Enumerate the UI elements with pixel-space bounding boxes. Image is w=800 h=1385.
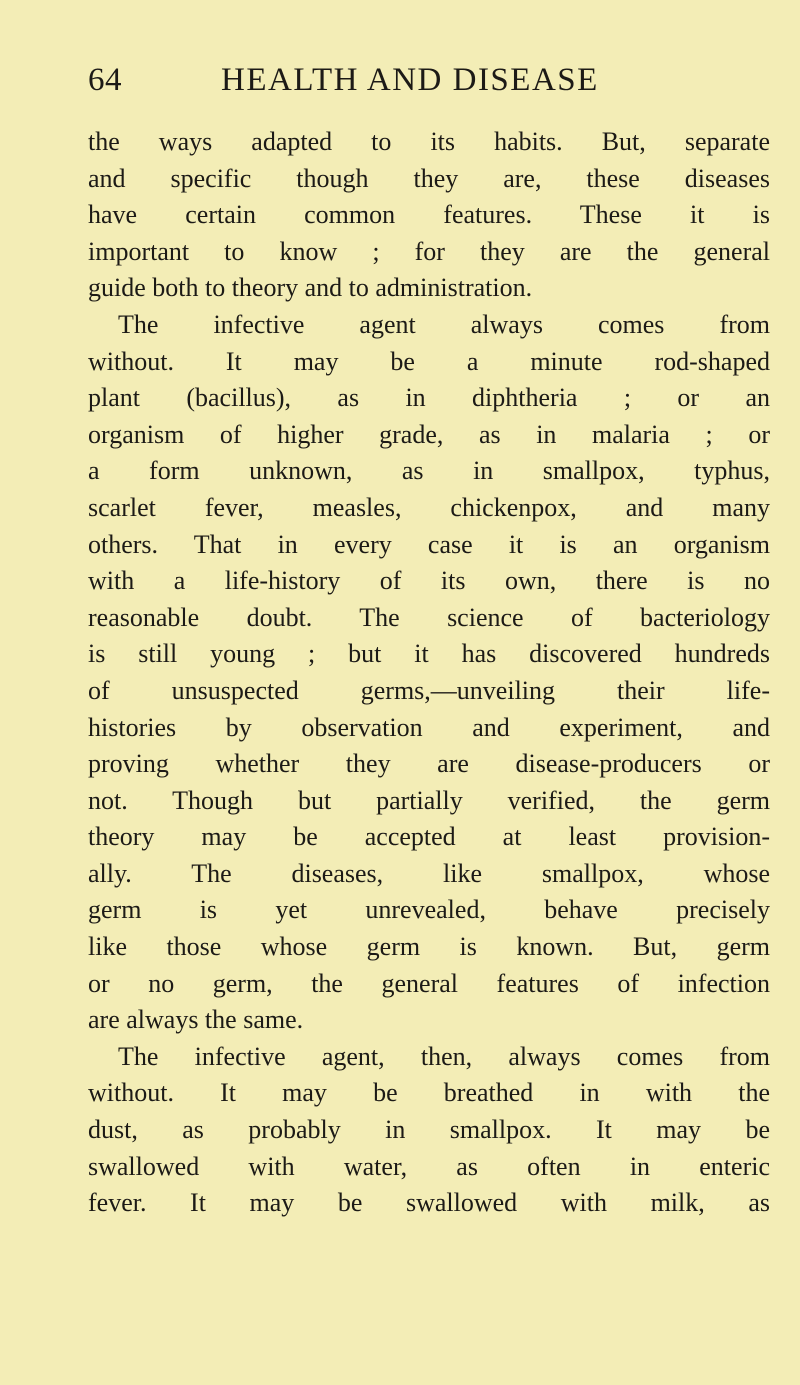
text-line: the ways adapted to its habits. But, separate bbox=[88, 127, 770, 156]
text-line: with a life-history of its own, there is no bbox=[88, 566, 770, 596]
text-line: have certain common features. These it is bbox=[88, 200, 770, 230]
text-line: is still young ; but it has discovered hundreds bbox=[88, 639, 770, 669]
text-line: histories by observation and experiment, and bbox=[88, 712, 770, 742]
text-line: and specific though they are, these diseases bbox=[88, 163, 770, 193]
text-line: a form unknown, as in smallpox, typhus, bbox=[88, 456, 770, 486]
text-line: like those whose germ is known. But, germ bbox=[88, 932, 770, 962]
text-line: proving whether they are disease-producers or bbox=[88, 749, 770, 779]
text-line: or no germ, the general features of infection bbox=[88, 968, 770, 998]
text-line: theory may be accepted at least provision- bbox=[88, 822, 770, 852]
text-line: scarlet fever, measles, chickenpox, and many bbox=[88, 492, 770, 522]
text-line: of unsuspected germs,—unveiling their life- bbox=[88, 675, 770, 705]
body-text bbox=[88, 124, 770, 1222]
text-line: guide both to theory and to administration. bbox=[88, 273, 533, 303]
text-line: swallowed with water, as often in enteric bbox=[88, 1151, 770, 1181]
text-line: reasonable doubt. The science of bacteriology bbox=[88, 602, 770, 632]
text-line: The infective agent, then, always comes from bbox=[118, 1041, 770, 1071]
text-line: without. It may be breathed in with the bbox=[88, 1078, 770, 1108]
text-line: germ is yet unrevealed, behave precisely bbox=[88, 895, 770, 925]
text-line: organism of higher grade, as in malaria ; or bbox=[88, 419, 770, 449]
text-line: others. That in every case it is an organism bbox=[88, 529, 770, 559]
text-line: without. It may be a minute rod-shaped bbox=[88, 346, 770, 376]
text-line: important to know ; for they are the general bbox=[88, 236, 770, 266]
text-line: plant (bacillus), as in diphtheria ; or an bbox=[88, 383, 770, 413]
text-line: fever. It may be swallowed with milk, as bbox=[88, 1188, 770, 1218]
running-title: HEALTH AND DISEASE bbox=[221, 62, 599, 98]
running-head bbox=[88, 60, 770, 104]
text-line: The infective agent always comes from bbox=[118, 309, 770, 339]
page-number: 64 bbox=[88, 62, 122, 98]
text-line: are always the same. bbox=[88, 1005, 304, 1035]
text-line: not. Though but partially verified, the germ bbox=[88, 785, 770, 815]
text-line: ally. The diseases, like smallpox, whose bbox=[88, 858, 770, 888]
text-line: dust, as probably in smallpox. It may be bbox=[88, 1115, 770, 1145]
